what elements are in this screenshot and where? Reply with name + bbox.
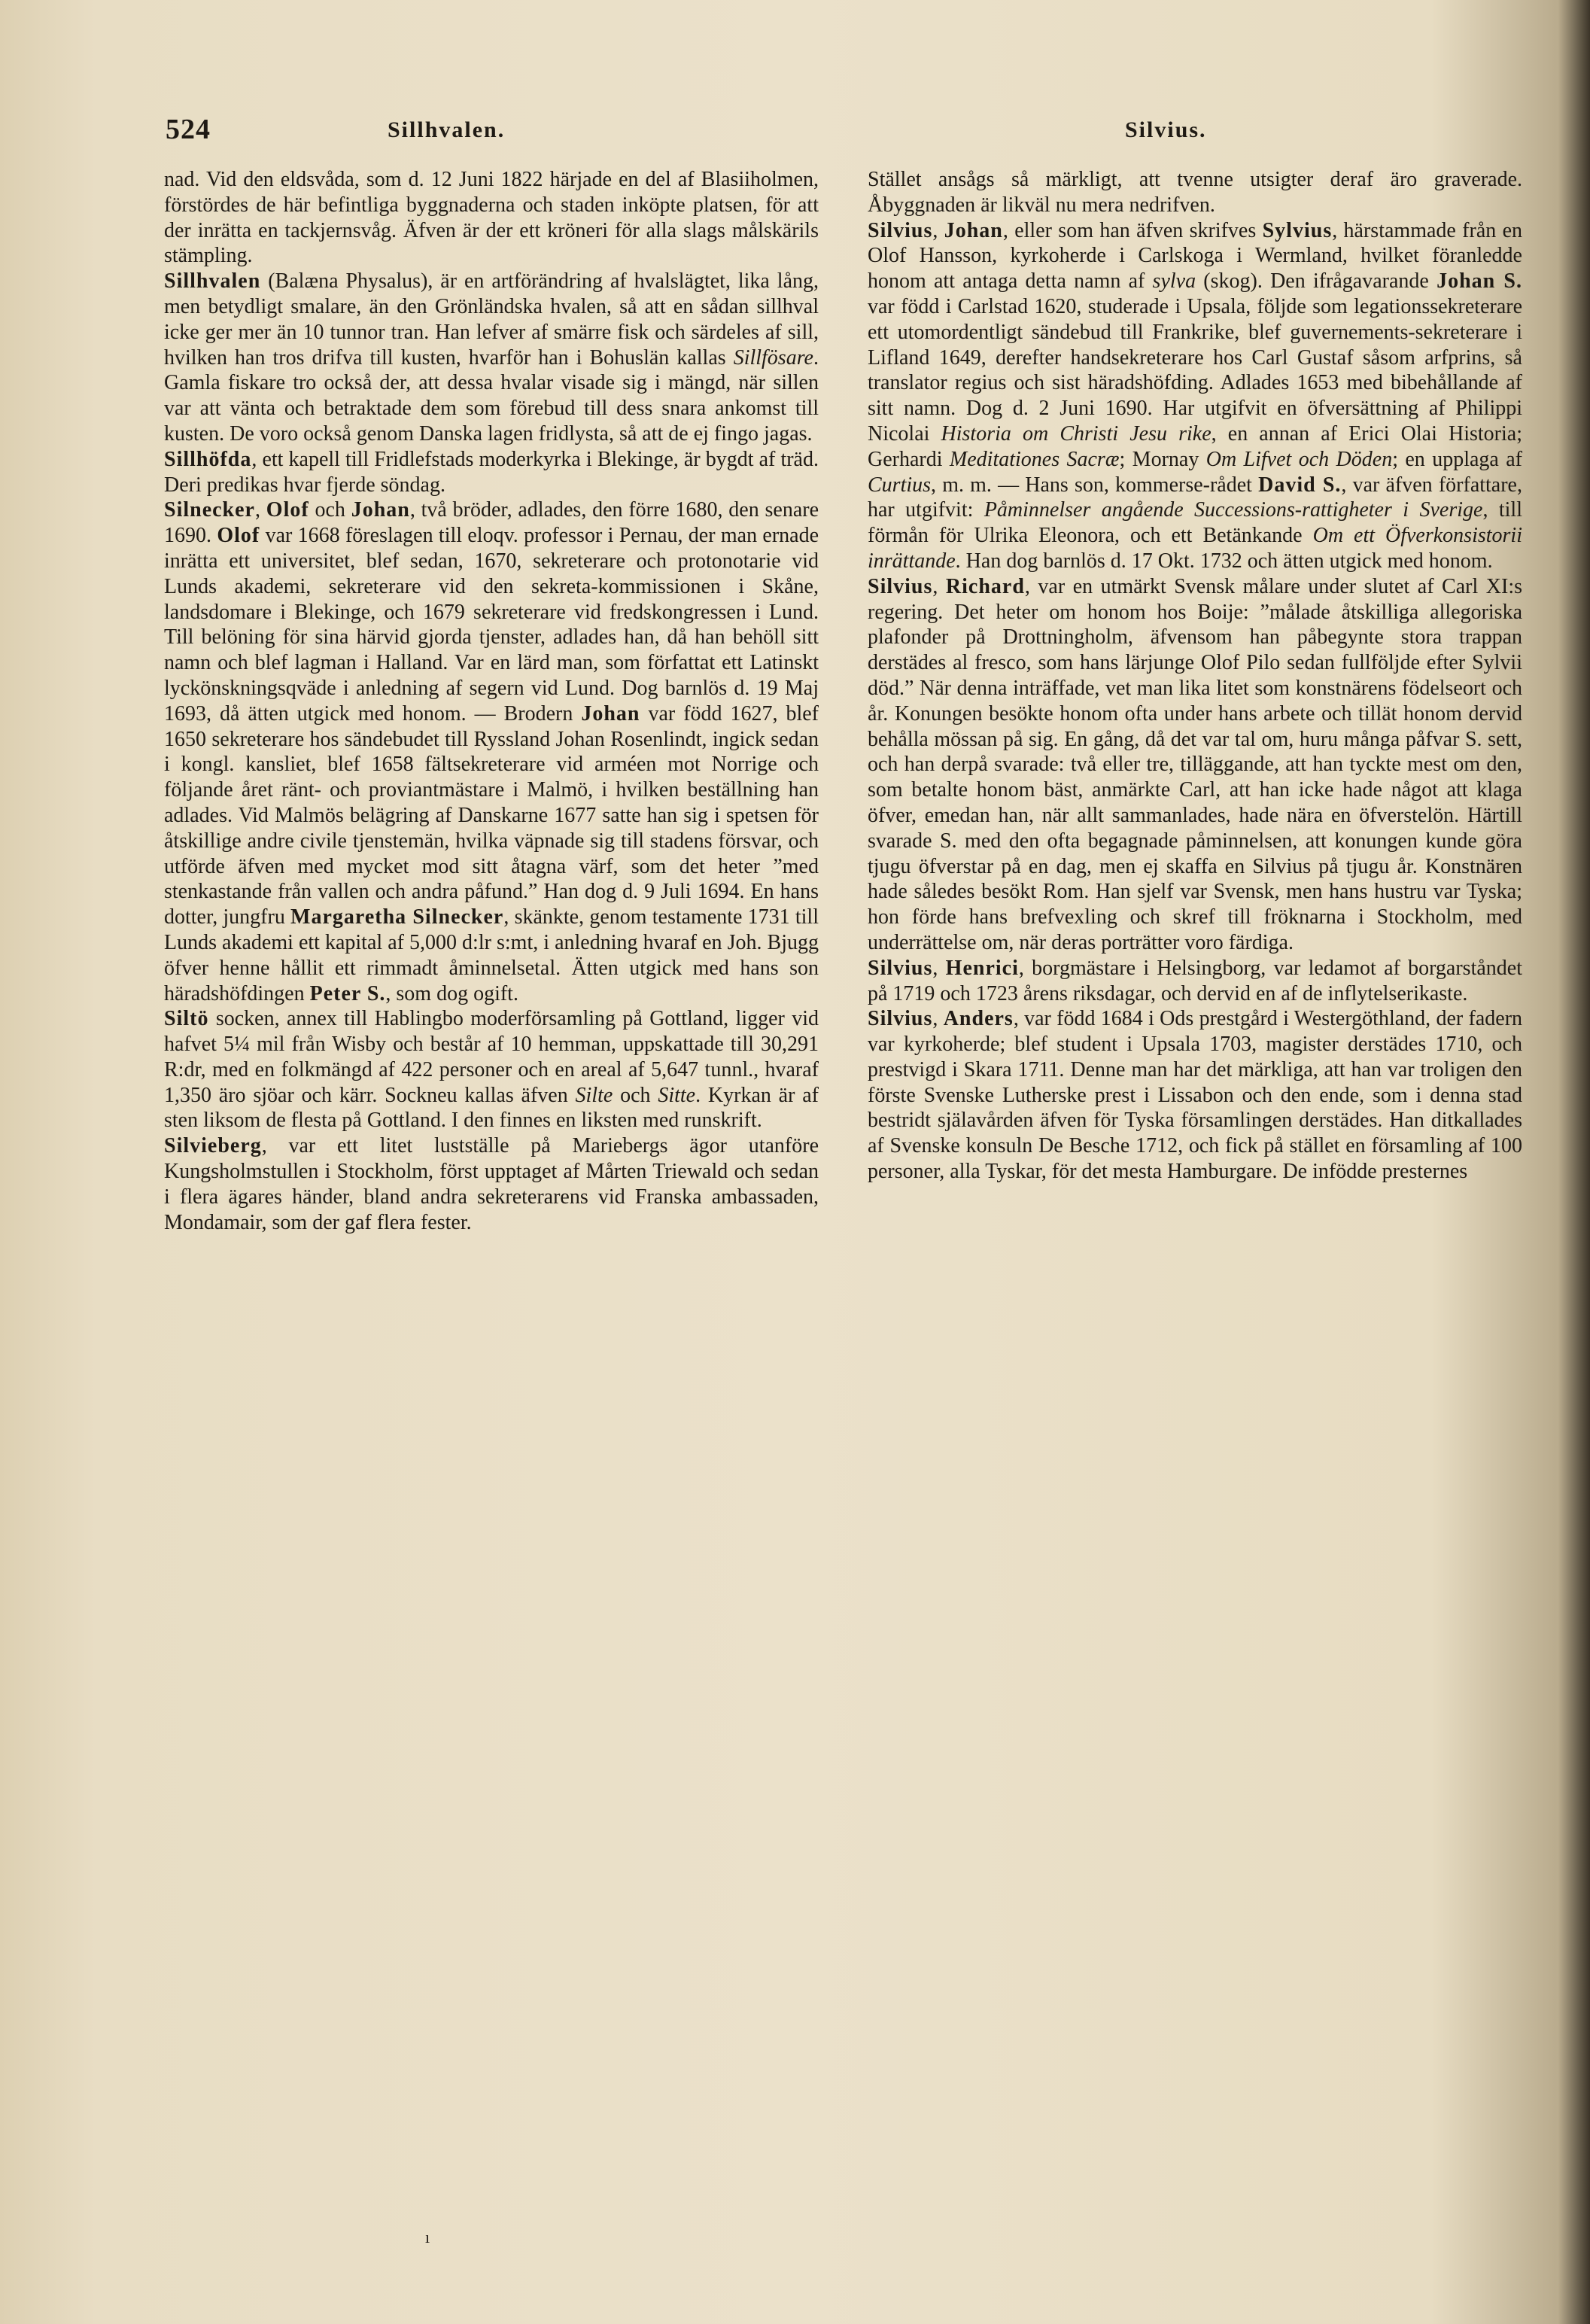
italic-term: Silte bbox=[575, 1083, 613, 1107]
right-column bbox=[868, 167, 1522, 1185]
headword: Sillhvalen bbox=[164, 269, 261, 294]
headword: Johan bbox=[944, 218, 1003, 242]
headword: Henrici bbox=[945, 956, 1019, 980]
body-text: , till förmån för Ulrika Eleonora, och ett Betänkande bbox=[868, 498, 1522, 548]
italic-term: Om ett Öfverkonsistorii inrättande bbox=[868, 524, 1522, 573]
headword: Olof bbox=[217, 524, 260, 548]
body-text: ; Mornay bbox=[1119, 447, 1206, 471]
body-text: var 1668 föreslagen till eloqv. professor i Pernau, der man ernade inrätta ett universitet, blef sedan, 1670, sekreterare och protonotarie vid Lunds akademi, sekreterare vid den sekreta-kommissionen i Skåne, landsdomare i Blekinge, och 1679 sekreterare vid fredskongressen i Lund. Till belöning för sina härvid gjorda tjenster, adlades han, då han behöll sitt namn och blef lagman i Halland. Var en lärd man, som författat ett Latinskt lyckönskningsqväde i anledning af segern vid Lund. Dog barnlös d. 19 Maj 1693, då ätten utgick med honom. — Brodern bbox=[164, 524, 819, 725]
body-text: , två bröder, adlades, den förre 1680, den senare 1690. bbox=[164, 498, 819, 548]
entry-paragraph bbox=[868, 218, 1522, 574]
entry-paragraph bbox=[164, 269, 819, 447]
footer-mark: ı bbox=[425, 2228, 430, 2246]
body-text: , bbox=[255, 498, 266, 522]
body-text: , skänkte, genom testamente 1731 till Lunds akademi ett kapital af 5,000 d:lr s:mt, i anledning hvaraf en Joh. Bjugg öfver henne hållit ett rimmadt åminnelsetal. Ätten utgick med hans son häradshöfdingen bbox=[164, 905, 819, 1005]
body-text: och bbox=[613, 1083, 658, 1107]
headword: Silnecker bbox=[164, 498, 255, 522]
entry-paragraph bbox=[164, 1133, 819, 1235]
headword: Johan S. bbox=[1436, 269, 1523, 294]
headword: Silvius bbox=[868, 1007, 933, 1031]
left-column bbox=[164, 167, 819, 1235]
entry-paragraph bbox=[868, 574, 1522, 956]
body-text: ; en upplaga af bbox=[1392, 447, 1522, 471]
body-text: , eller som han äfven skrifves bbox=[1002, 218, 1263, 242]
headword: David S. bbox=[1258, 473, 1342, 497]
body-text: var född i Carlstad 1620, studerade i Upsala, följde som legationssekreterare ett utomordentligt sändebud till Frankrike, blef guvernements-sekreterare i Lifland 1649, derefter handsekreterare hos Carl Gustaf såsom arfprins, så translator regius och sist häradshöfding. Adlades 1653 med bibehållande af sitt namn. Dog d. 2 Juni 1690. Har utgifvit en öfversättning af Philippi Nicolai bbox=[868, 294, 1522, 446]
entry-paragraph bbox=[868, 956, 1522, 1007]
body-text: , bbox=[932, 956, 946, 980]
headword: Sillhöfda bbox=[164, 447, 252, 471]
body-text: , borgmästare i Helsingborg, var ledamot af borgarståndet på 1719 och 1723 årens riksdagar, och dervid en af de inflytelserikaste. bbox=[868, 956, 1522, 1005]
body-text: , bbox=[932, 574, 946, 598]
italic-term: sylva bbox=[1152, 269, 1196, 294]
headword: Margaretha Silnecker bbox=[290, 905, 504, 929]
body-text: . Kyrkan är af sten liksom de flesta på Gottland. I den finnes en liksten med runskrift. bbox=[164, 1083, 819, 1133]
entry-paragraph bbox=[868, 167, 1522, 218]
body-text: (skog). Den ifrågavarande bbox=[1196, 269, 1437, 294]
headword: Olof bbox=[266, 498, 309, 522]
running-head-left: Sillhvalen. bbox=[388, 117, 506, 142]
entry-paragraph bbox=[868, 1006, 1522, 1185]
body-text: , härstammade från en Olof Hansson, kyrkoherde i Carlskoga i Wermland, hvilket föranledde honom att antaga detta namn af bbox=[868, 218, 1523, 294]
headword: Sylvius bbox=[1262, 218, 1333, 242]
entry-paragraph bbox=[164, 167, 819, 269]
body-text: , var född 1684 i Ods prestgård i Westergöthland, der fadern var kyrkoherde; blef student i Upsala 1703, magister derstädes 1710, och prestvigd i Skara 1711. Denne man har det märkliga, att han var troligen den förste Svenske Lutherske prest i Lissabon och den ende, som i denna stad bestridt själavården äfven för Tyska församlingen derstädes. Han ditkallades af Svenske konsuln De Besche 1712, och fick på stället en församling af 100 personer, alla Tyskar, för det mesta Hamburgare. De infödde presternes bbox=[868, 1007, 1523, 1184]
running-head-right: Silvius. bbox=[1125, 117, 1207, 142]
body-text: , var ett litet lustställe på Mariebergs ägor utanföre Kungsholmstullen i Stockholm, först upptaget af Mårten Triewald och sedan i flera ägares händer, bland andra sekreterarens vid Franska ambassaden, Mondamair, som der gaf flera fester. bbox=[164, 1134, 819, 1234]
body-text: , var äfven författare, har utgifvit: bbox=[868, 473, 1522, 522]
body-text: och bbox=[309, 498, 351, 522]
headword: Silvius bbox=[868, 218, 933, 242]
body-text: , bbox=[932, 218, 944, 242]
body-text: , var en utmärkt Svensk målare under slutet af Carl XI:s regering. Det heter om honom hos Boije: ”målade åtskilliga allegoriska plafonder på Drottningholm, äfvensom han påbegynte stora trappan derstädes al fresco, som hans lärjunge Olof Pilo sedan fullföljde efter Sylvii död.” När denna inträffade, vet man lika litet som konstnärens födelseort och år. Konungen besökte honom ofta under hans arbete och tillät honom dervid behålla mössan på sig. En gång, då det var tal om, huru många påfvar S. sett, och han derpå svarade: två eller tre, tilläggande, att han tyckte mest om den, som betalte honom bäst, anmärkte Carl, att han icke hade något att klaga öfver, emedan han, när allt sammanlades, hade nära en öfverstelön. Härtill svarade S. med den ofta begagnade påminnelsen, att konungen kunde göra tjugu öfverstar på en dag, men ej skaffa en Silvius på tjugu år. Konstnären hade således besökt Rom. Han sjelf var Svensk, men hans hustru var Tyska; hon förde hans brefvexling och skref till fröknarna i Stockholm, med underrättelse om, när deras porträtter voro färdiga. bbox=[868, 574, 1522, 954]
body-text: , som dog ogift. bbox=[385, 981, 518, 1005]
body-text: (Balæna Physalus), är en artförändring af hvalslägtet, lika lång, men betydligt smalare, än den Grönländska hvalen, så att en sådan sillhval icke ger mer än 10 tunnor tran. Han lefver af smärre fisk och särdeles af sill, hvilken han tros drifva till kusten, hvarför han i Bohuslän kallas bbox=[164, 269, 819, 370]
page-header bbox=[166, 113, 1528, 151]
body-text: , en annan af Erici Olai Historia; Gerhardi bbox=[868, 421, 1522, 471]
headword: Siltö bbox=[164, 1007, 209, 1031]
entry-paragraph bbox=[164, 497, 819, 1006]
italic-term: Sillfösare bbox=[733, 345, 813, 370]
italic-term: Historia om Christi Jesu rike bbox=[941, 421, 1212, 446]
body-text: , bbox=[932, 1007, 944, 1031]
italic-term: Meditationes Sacræ bbox=[949, 447, 1120, 471]
page-number: 524 bbox=[166, 114, 211, 145]
body-text: socken, annex till Hablingbo moderförsamling på Gottland, ligger vid hafvet 5¼ mil från Wisby och består af 10 hemman, uppskattade till 30,291 R:dr, med en folkmängd af 422 personer och en areal af 5,647 tunnl., hvaraf 1,350 äro sjöar och kärr. Sockneu kallas äfven bbox=[164, 1007, 819, 1107]
body-text: , m. m. — Hans son, kommerse-rådet bbox=[931, 473, 1259, 497]
headword: Silvius bbox=[868, 574, 933, 598]
headword: Johan bbox=[351, 498, 410, 522]
headword: Johan bbox=[581, 701, 640, 725]
headword: Richard bbox=[945, 574, 1025, 598]
body-text: Stället ansågs så märkligt, att tvenne utsigter deraf äro graverade. Åbyggnaden är likväl nu mera nedrifven. bbox=[868, 168, 1522, 217]
headword: Silvius bbox=[868, 956, 933, 980]
body-text: . Han dog barnlös d. 17 Okt. 1732 och ätten utgick med honom. bbox=[955, 549, 1493, 573]
body-text: . Gamla fiskare tro också der, att dessa hvalar visade sig i mängd, när sillen var att vänta och betraktade dem som förebud till dess snara ankomst till kusten. De voro också genom Danska lagen fridlysta, så att de ej fingo jagas. bbox=[164, 345, 819, 446]
italic-term: Påminnelser angående Successions-rattigheter i Sverige bbox=[983, 498, 1483, 522]
headword: Anders bbox=[943, 1007, 1014, 1031]
body-text: nad. Vid den eldsvåda, som d. 12 Juni 1822 härjade en del af Blasiiholmen, förstördes de här befintliga byggnaderna och staden inköpte platsen, för att der inrätta en tackjernsvåg. Äfven är der ett kröneri för alla slags målskärils stämpling. bbox=[164, 168, 819, 268]
entry-paragraph bbox=[164, 1006, 819, 1133]
headword: Peter S. bbox=[309, 981, 386, 1005]
body-text: , ett kapell till Fridlefstads moderkyrka i Blekinge, är bygdt af träd. Deri predikas hvar fjerde söndag. bbox=[164, 447, 819, 497]
body-text: var född 1627, blef 1650 sekreterare hos sändebudet till Ryssland Johan Rosenlindt, ingick sedan i kongl. kansliet, blef 1658 fältsekreterare vid arméen mot Norrige och följande året ränt- och proviantmästare i Malmö, i hvilken beställning han adlades. Vid Malmös belägring af Danskarne 1677 satte han sig i spetsen för åtskillige andre civile tjenstemän, hvilka väpnade sig till stadens försvar, och utförde äfven med mycket mod sitt åtagna värf, som det heter ”med stenkastande från vallen och andra påfund.” Han dog d. 9 Juli 1694. En hans dotter, jungfru bbox=[164, 701, 819, 929]
entry-paragraph bbox=[164, 447, 819, 498]
italic-term: Om Lifvet och Döden bbox=[1205, 447, 1393, 471]
headword: Silvieberg bbox=[164, 1134, 262, 1158]
italic-term: Curtius bbox=[868, 473, 932, 497]
italic-term: Sitte bbox=[658, 1083, 696, 1107]
